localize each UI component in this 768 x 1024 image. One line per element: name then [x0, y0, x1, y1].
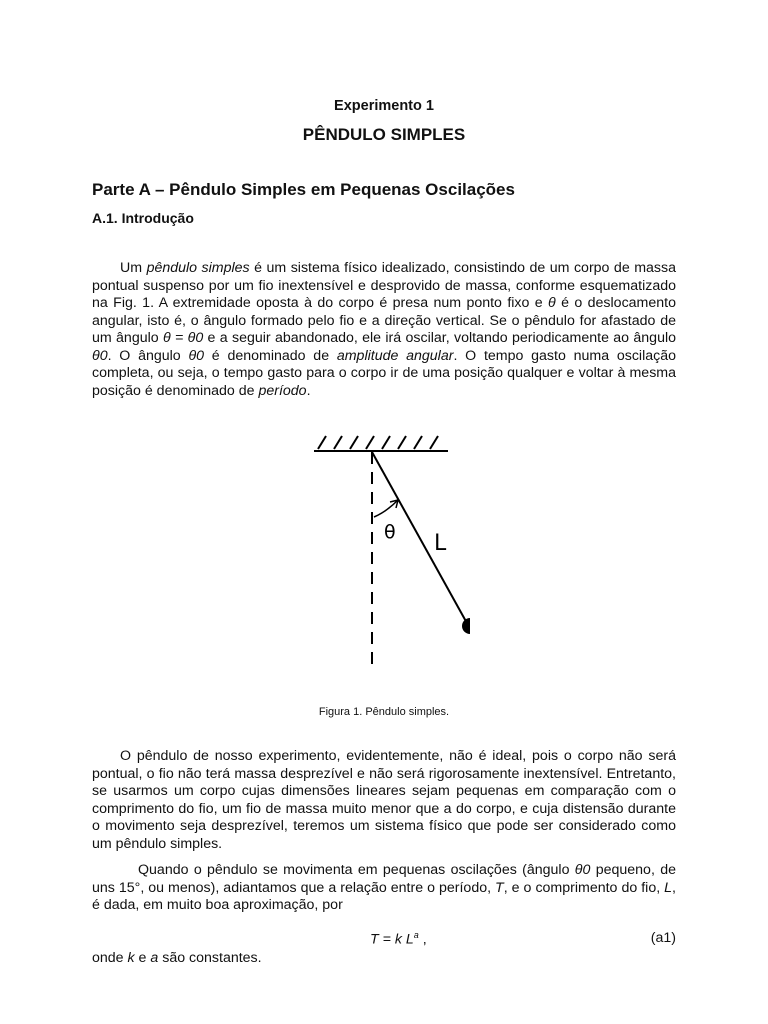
equation-number: (a1)	[650, 930, 676, 946]
pendulum-bob	[462, 618, 470, 634]
third-paragraph: Quando o pêndulo se movimenta em pequenas oscilações (ângulo θ0 pequeno, de uns 15°, ou menos), adiantamos que a relação entre o período, T, e o comprimento do fio, L, é dada, em muito boa aproximação, por	[92, 862, 676, 913]
figure-caption: Figura 1. Pêndulo simples.	[318, 706, 450, 718]
experiment-label: Experimento 1	[334, 98, 434, 114]
ceiling-support	[314, 436, 448, 451]
closing-line: onde k e a são constantes.	[92, 950, 262, 966]
length-label: L	[434, 531, 447, 556]
equation-row	[92, 930, 676, 950]
intro-paragraph: Um pêndulo simples é um sistema físico idealizado, consistindo de um corpo de massa pontual suspenso por um fio inextensível e desprovido de massa, conforme esquematizado na Fig. 1. A extremidade oposta à do corpo é presa num ponto fixo e θ é o deslocamento angular, isto é, o ângulo formado pelo fio e a direção vertical. Se o pêndulo for afastado de um ângulo θ = θ0 e a seguir abandonado, ele irá oscilar, voltando periodicamente ao ângulo θ0. O ângulo θ0 é denominado de amplitude angular. O tempo gasto numa oscilação completa, ou seja, o tempo gasto para o corpo ir de uma posição qualquer e voltar à mesma posição é denominado de período.	[92, 260, 677, 399]
period-equation: T = k $L^a$ ,	[370, 930, 427, 948]
second-paragraph: O pêndulo de nosso experimento, evidentemente, não é ideal, pois o corpo não será pontual, o fio não terá massa desprezível e não será rigorosamente inextensível. Entretanto, se usarmos um corpo cujas dimensões lineares sejam pequenas em comparação com o comprimento do fio, um fio de massa muito menor que a do corpo, e cuja distensão durante o movimento seja desprezível, teremos um sistema físico que pode ser considerado como um pêndulo simples.	[92, 748, 676, 852]
subsection-title: A.1. Introdução	[92, 210, 194, 226]
pendulum-figure	[300, 430, 470, 670]
section-title: Parte A – Pêndulo Simples em Pequenas Oscilações	[92, 180, 515, 199]
theta-label: θ	[384, 521, 396, 543]
experiment-title: PÊNDULO SIMPLES	[302, 125, 466, 144]
angle-arc	[374, 500, 398, 517]
